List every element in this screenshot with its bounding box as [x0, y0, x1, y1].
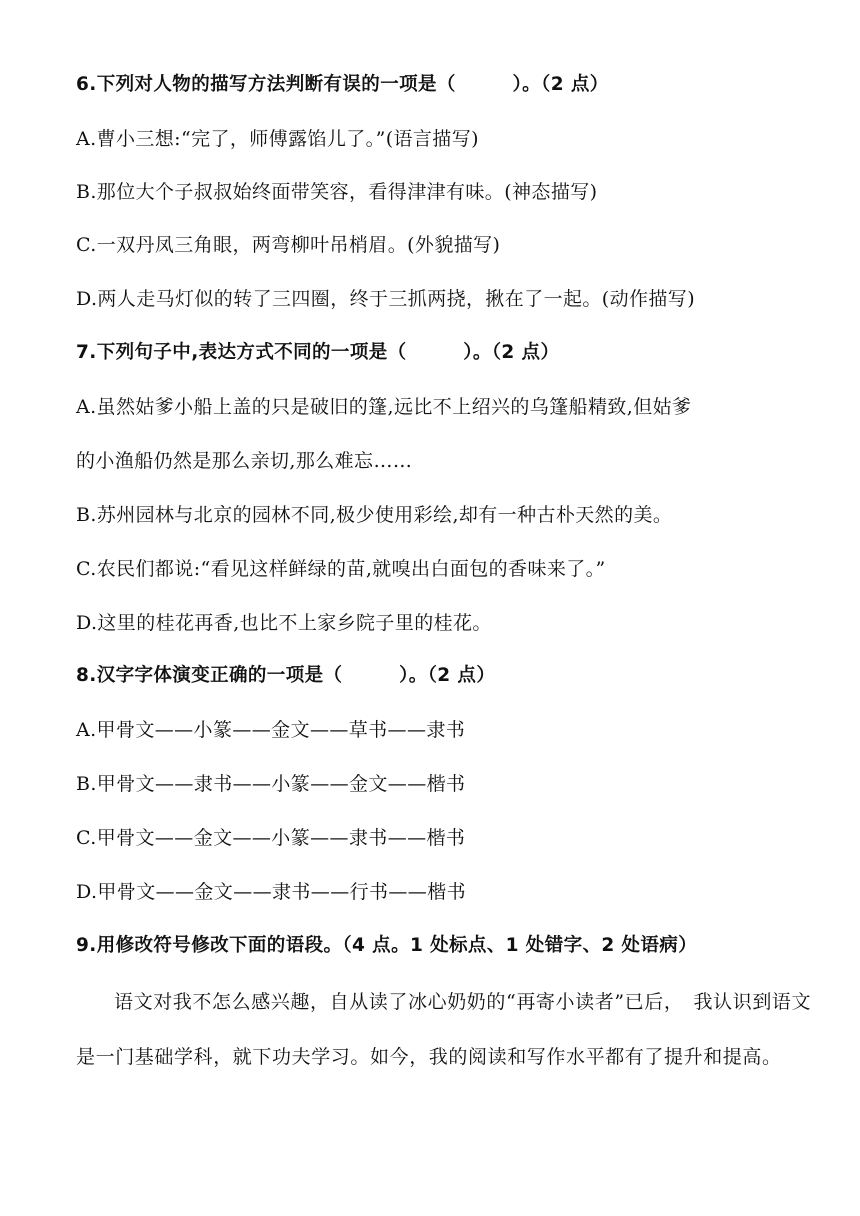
- question-8-option-b: B.甲骨文——隶书——小篆——金文——楷书: [76, 773, 466, 795]
- question-7-option-b: B.苏州园林与北京的园林不同,极少使用彩绘,却有一种古朴天然的美。: [76, 504, 673, 526]
- question-7-option-a: A.虽然姑爹小船上盖的只是破旧的篷,远比不上绍兴的乌篷船精致,但姑爹: [76, 396, 692, 418]
- question-6-option-d: D.两人走马灯似的转了三四圈，终于三抓两挠，揪在了一起。(动作描写): [76, 288, 696, 310]
- question-6-option-c: C.一双丹凤三角眼，两弯柳叶吊梢眉。(外貌描写): [76, 234, 501, 256]
- question-9-paragraph-line-2: 是一门基础学科，就下功夫学习。如今，我的阅读和写作水平都有了提升和提高。: [76, 1046, 782, 1068]
- question-8-option-d: D.甲骨文——金文——隶书——行书——楷书: [76, 881, 466, 903]
- question-9-stem: 9.用修改符号修改下面的语段。（4 点。1 处标点、1 处错字、2 处语病）: [76, 935, 698, 956]
- question-8-stem: 8.汉字字体演变正确的一项是（ ）。（2 点）: [76, 665, 496, 686]
- question-6-stem: 6.下列对人物的描写方法判断有误的一项是（ ）。（2 点）: [76, 74, 609, 95]
- question-7-stem: 7.下列句子中,表达方式不同的一项是（ ）。（2 点）: [76, 342, 560, 363]
- question-8-option-c: C.甲骨文——金文——小篆——隶书——楷书: [76, 827, 466, 849]
- question-7-option-a-continued: 的小渔船仍然是那么亲切,那么难忘……: [76, 450, 413, 472]
- question-7-option-d: D.这里的桂花再香,也比不上家乡院子里的桂花。: [76, 612, 492, 634]
- question-6-option-b: B.那位大个子叔叔始终面带笑容，看得津津有味。(神态描写): [76, 181, 598, 203]
- question-8-option-a: A.甲骨文——小篆——金文——草书——隶书: [76, 719, 466, 741]
- question-7-option-c: C.农民们都说:“看见这样鲜绿的苗,就嗅出白面包的香味来了。”: [76, 558, 606, 580]
- question-9-paragraph-line-1: 语文对我不怎么感兴趣，自从读了冰心奶奶的“再寄小读者”已后， 我认识到语文: [114, 991, 812, 1013]
- question-6-option-a: A.曹小三想:“完了，师傅露馅儿了。”(语言描写): [76, 128, 479, 150]
